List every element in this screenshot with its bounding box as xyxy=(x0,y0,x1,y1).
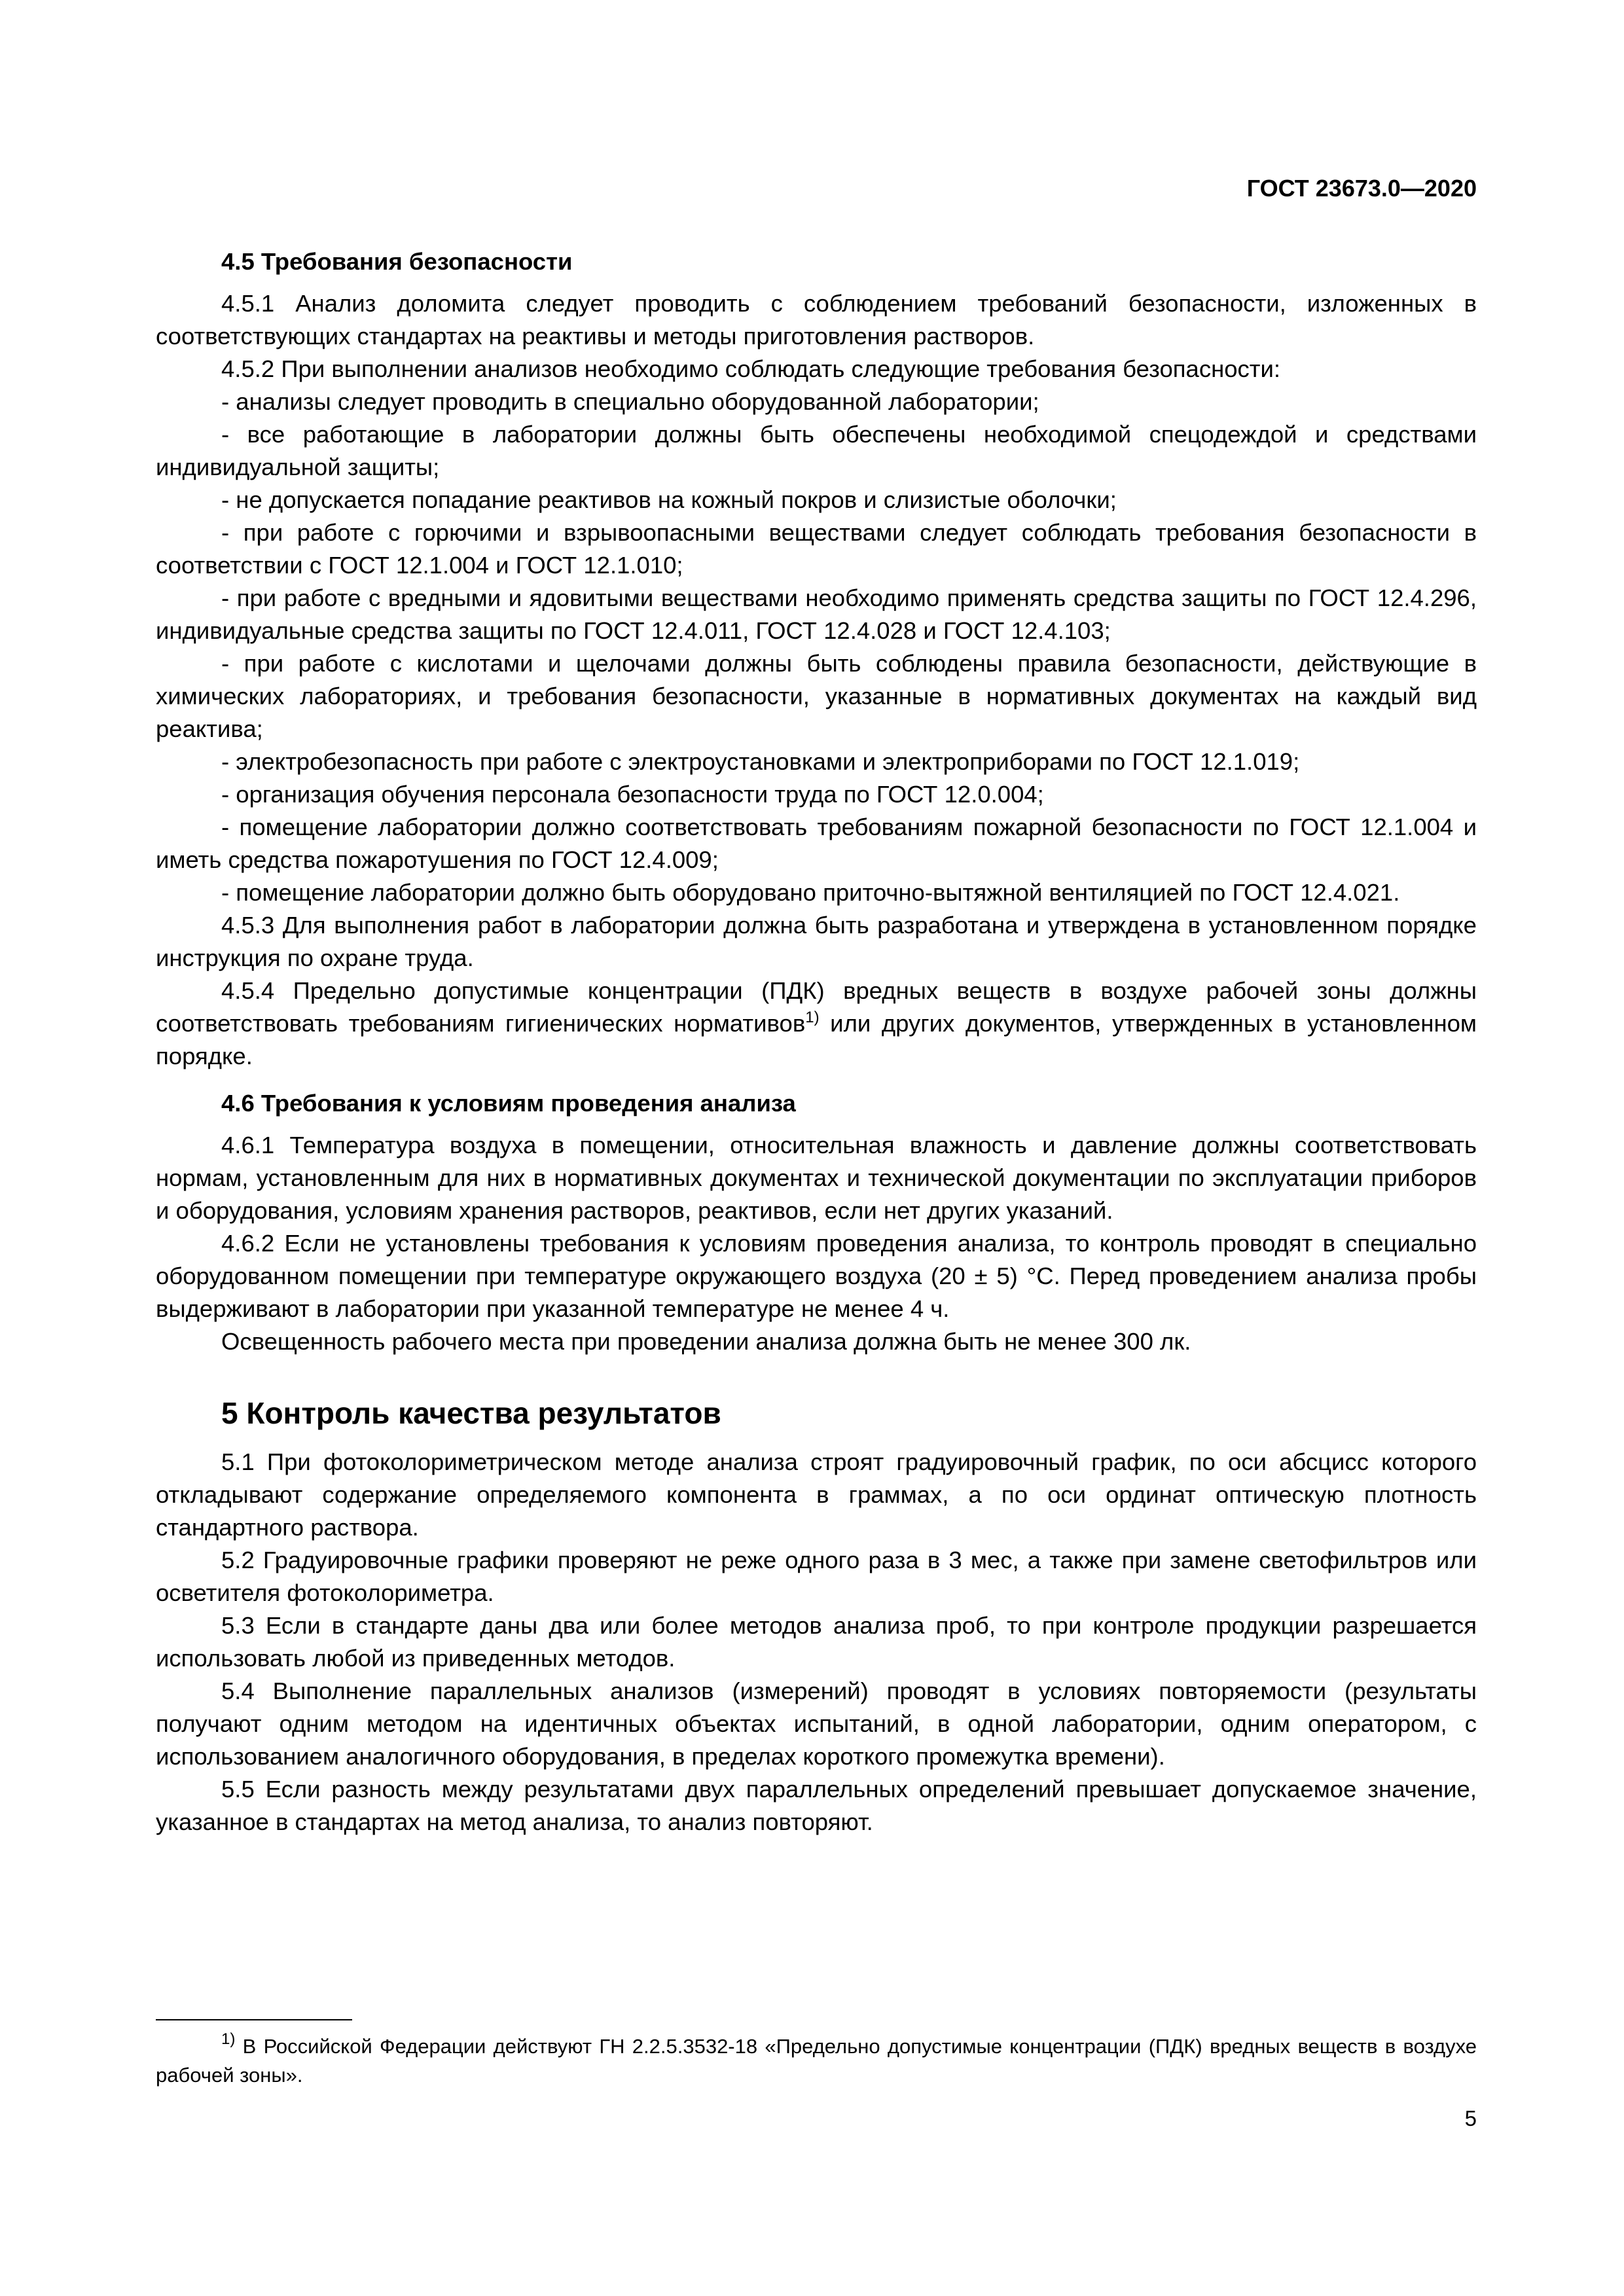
page-number: 5 xyxy=(1464,2106,1477,2130)
list-item: - не допускается попадание реактивов на кожный покров и слизистые оболочки; xyxy=(221,486,1117,513)
paragraph-5-5: 5.5 Если разность между результатами двух параллельных определений превышает допускаемое значение, указанное в стандартах на метод анализа, то анализ повторяют. xyxy=(156,1776,1477,1835)
section-4-5-heading: 4.5 Требования безопасности xyxy=(221,248,573,275)
list-item: - помещение лаборатории должно соответствовать требованиям пожарной безопасности по ГОСТ 12.1.004 и иметь средства пожаротушения по ГОСТ 12.4.009; xyxy=(156,814,1477,873)
footnote xyxy=(156,2032,1477,2090)
list-item: - электробезопасность при работе с электроустановками и электроприборами по ГОСТ 12.1.019; xyxy=(221,748,1300,775)
footnote-divider xyxy=(156,2019,352,2020)
list-item: - анализы следует проводить в специально оборудованной лаборатории; xyxy=(221,388,1039,415)
footnote-mark: 1) xyxy=(221,2030,236,2048)
paragraph-4-6-2: 4.6.2 Если не установлены требования к условиям проведения анализа, то контроль проводят в специально оборудованном помещении при температуре окружающего воздуха (20 ± 5) °С. Перед проведением анализа пробы выдерживают в лаборатории при указанной температуре не менее 4 ч. xyxy=(156,1230,1477,1322)
footnote-text: В Российской Федерации действуют ГН 2.2.5.3532-18 «Предельно допустимые концентрации (ПДК) вредных веществ в воздухе рабочей зоны». xyxy=(156,2035,1477,2087)
paragraph-illumination: Освещенность рабочего места при проведении анализа должна быть не менее 300 лк. xyxy=(221,1328,1191,1355)
list-item: - при работе с кислотами и щелочами должны быть соблюдены правила безопасности, действующие в химических лабораториях, и требования безопасности, указанные в нормативных документах на каждый вид реактива; xyxy=(156,650,1477,742)
paragraph-4-5-4 xyxy=(156,975,1477,1073)
section-5-heading: 5 Контроль качества результатов xyxy=(221,1396,721,1430)
list-item: - все работающие в лаборатории должны быть обеспечены необходимой спецодеждой и средствами индивидуальной защиты; xyxy=(156,421,1477,480)
paragraph-4-5-3: 4.5.3 Для выполнения работ в лаборатории должна быть разработана и утверждена в установленном порядке инструкция по охране труда. xyxy=(156,912,1477,971)
paragraph-5-4: 5.4 Выполнение параллельных анализов (измерений) проводят в условиях повторяемости (результаты получают одним методом на идентичных объектах испытаний, в одной лаборатории, одним оператором, с использованием аналогичного оборудования, в пределах короткого промежутка времени). xyxy=(156,1677,1477,1770)
list-item: - помещение лаборатории должно быть оборудовано приточно-вытяжной вентиляцией по ГОСТ 12.4.021. xyxy=(221,879,1400,906)
list-item: - организация обучения персонала безопасности труда по ГОСТ 12.0.004; xyxy=(221,781,1044,808)
paragraph-4-6-1: 4.6.1 Температура воздуха в помещении, относительная влажность и давление должны соответствовать нормам, установленным для них в нормативных документах и технической документации по эксплуатации приборов и оборудования, условиям хранения растворов, реактивов, если нет других указаний. xyxy=(156,1132,1477,1224)
paragraph-5-2: 5.2 Градуировочные графики проверяют не реже одного раза в 3 мес, а также при замене светофильтров или осветителя фотоколориметра. xyxy=(156,1547,1477,1606)
paragraph-4-5-1: 4.5.1 Анализ доломита следует проводить с соблюдением требований безопасности, изложенных в соответствующих стандартах на реактивы и методы приготовления растворов. xyxy=(156,290,1477,350)
footnote-reference: 1) xyxy=(805,1009,820,1026)
paragraph-4-5-4-text: 4.5.4 Предельно допустимые концентрации (ПДК) вредных веществ в воздухе рабочей зоны должны соответствовать требованиям гигиенических нормативов xyxy=(156,977,1477,1037)
section-4-6-heading: 4.6 Требования к условиям проведения анализа xyxy=(221,1090,796,1117)
paragraph-4-5-4-text-end: или других документов, утвержденных в установленном порядке. xyxy=(156,1010,1477,1069)
paragraph-5-3: 5.3 Если в стандарте даны два или более методов анализа проб, то при контроле продукции разрешается использовать любой из приведенных методов. xyxy=(156,1612,1477,1672)
list-item: - при работе с горючими и взрывоопасными веществами следует соблюдать требования безопасности в соответствии с ГОСТ 12.1.004 и ГОСТ 12.1.010; xyxy=(156,519,1477,579)
paragraph-5-1: 5.1 При фотоколориметрическом методе анализа строят градуировочный график, по оси абсцисс которого откладывают содержание определяемого компонента в граммах, а по оси ординат оптическую плотность стандартного раствора. xyxy=(156,1448,1477,1541)
list-item: - при работе с вредными и ядовитыми веществами необходимо применять средства защиты по ГОСТ 12.4.296, индивидуальные средства защиты по ГОСТ 12.4.011, ГОСТ 12.4.028 и ГОСТ 12.4.103; xyxy=(156,584,1477,644)
paragraph-4-5-2: 4.5.2 При выполнении анализов необходимо соблюдать следующие требования безопасности: xyxy=(221,355,1281,382)
document-body xyxy=(156,245,1477,1839)
document-header-code: ГОСТ 23673.0—2020 xyxy=(1246,175,1477,202)
